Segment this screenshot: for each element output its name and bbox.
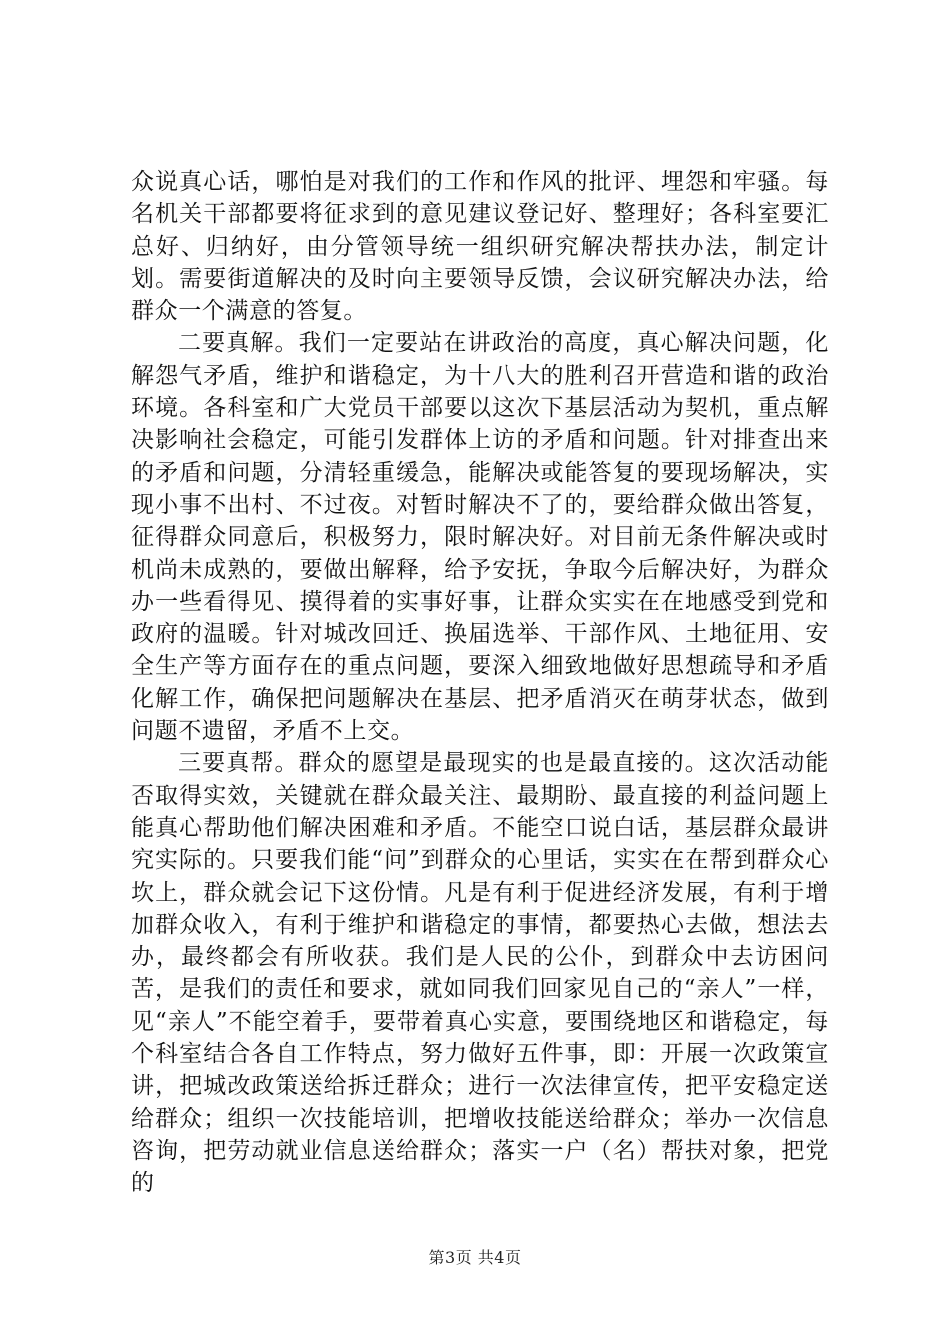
paragraph-san-yao-zhen-bang: 三要真帮。群众的愿望是最现实的也是最直接的。这次活动能否取得实效，关键就在群众最关注、最期盼、最直接的利益问题上能真心帮助他们解决困难和矛盾。不能空口说白话，基层群众最讲究实际的。只要我们能“问”到群众的心里话，实实在在帮到群众心坎上，群众就会记下这份情。凡是有利于促进经济发展，有利于增加群众收入，有利于维护和谐稳定的事情，都要热心去做，想法去办，最终都会有所收获。我们是人民的公仆，到群众中去访困问苦，是我们的责任和要求，就如同我们回家见自己的“亲人”一样，见“亲人”不能空着手，要带着真心实意，要围绕地区和谐稳定，每个科室结合各自工作特点，努力做好五件事，即：开展一次政策宣讲，把城改政策送给拆迁群众；进行一次法律宣传，把平安稳定送给群众；组织一次技能培训，把增收技能送给群众；举办一次信息咨询，把劳动就业信息送给群众；落实一户（名）帮扶对象，把党的 [131, 750, 829, 1197]
document-body [131, 166, 829, 1200]
paragraph-continued: 众说真心话，哪怕是对我们的工作和作风的批评、埋怨和牢骚。每名机关干部都要将征求到的意见建议登记好、整理好；各科室要汇总好、归纳好，由分管领导统一组织研究解决帮扶办法，制定计划。需要街道解决的及时向主要领导反馈，会议研究解决办法，给群众一个满意的答复。 [131, 169, 829, 325]
page-number-footer: 第3页 共4页 [428, 1248, 522, 1267]
paragraph-er-yao-zhen-jie: 二要真解。我们一定要站在讲政治的高度，真心解决问题，化解怨气矛盾，维护和谐稳定，为十八大的胜利召开营造和谐的政治环境。各科室和广大党员干部要以这次下基层活动为契机，重点解决影响社会稳定，可能引发群体上访的矛盾和问题。针对排查出来的矛盾和问题，分清轻重缓急，能解决或能答复的要现场解决，实现小事不出村、不过夜。对暂时解决不了的，要给群众做出答复，征得群众同意后，积极努力，限时解决好。对目前无条件解决或时机尚未成熟的，要做出解释，给予安抚，争取今后解决好，为群众办一些看得见、摸得着的实事好事，让群众实实在在地感受到党和政府的温暖。针对城改回迁、换届选举、干部作风、土地征用、安全生产等方面存在的重点问题，要深入细致地做好思想疏导和矛盾化解工作，确保把问题解决在基层、把矛盾消灭在萌芽状态，做到问题不遗留，矛盾不上交。 [131, 330, 829, 745]
